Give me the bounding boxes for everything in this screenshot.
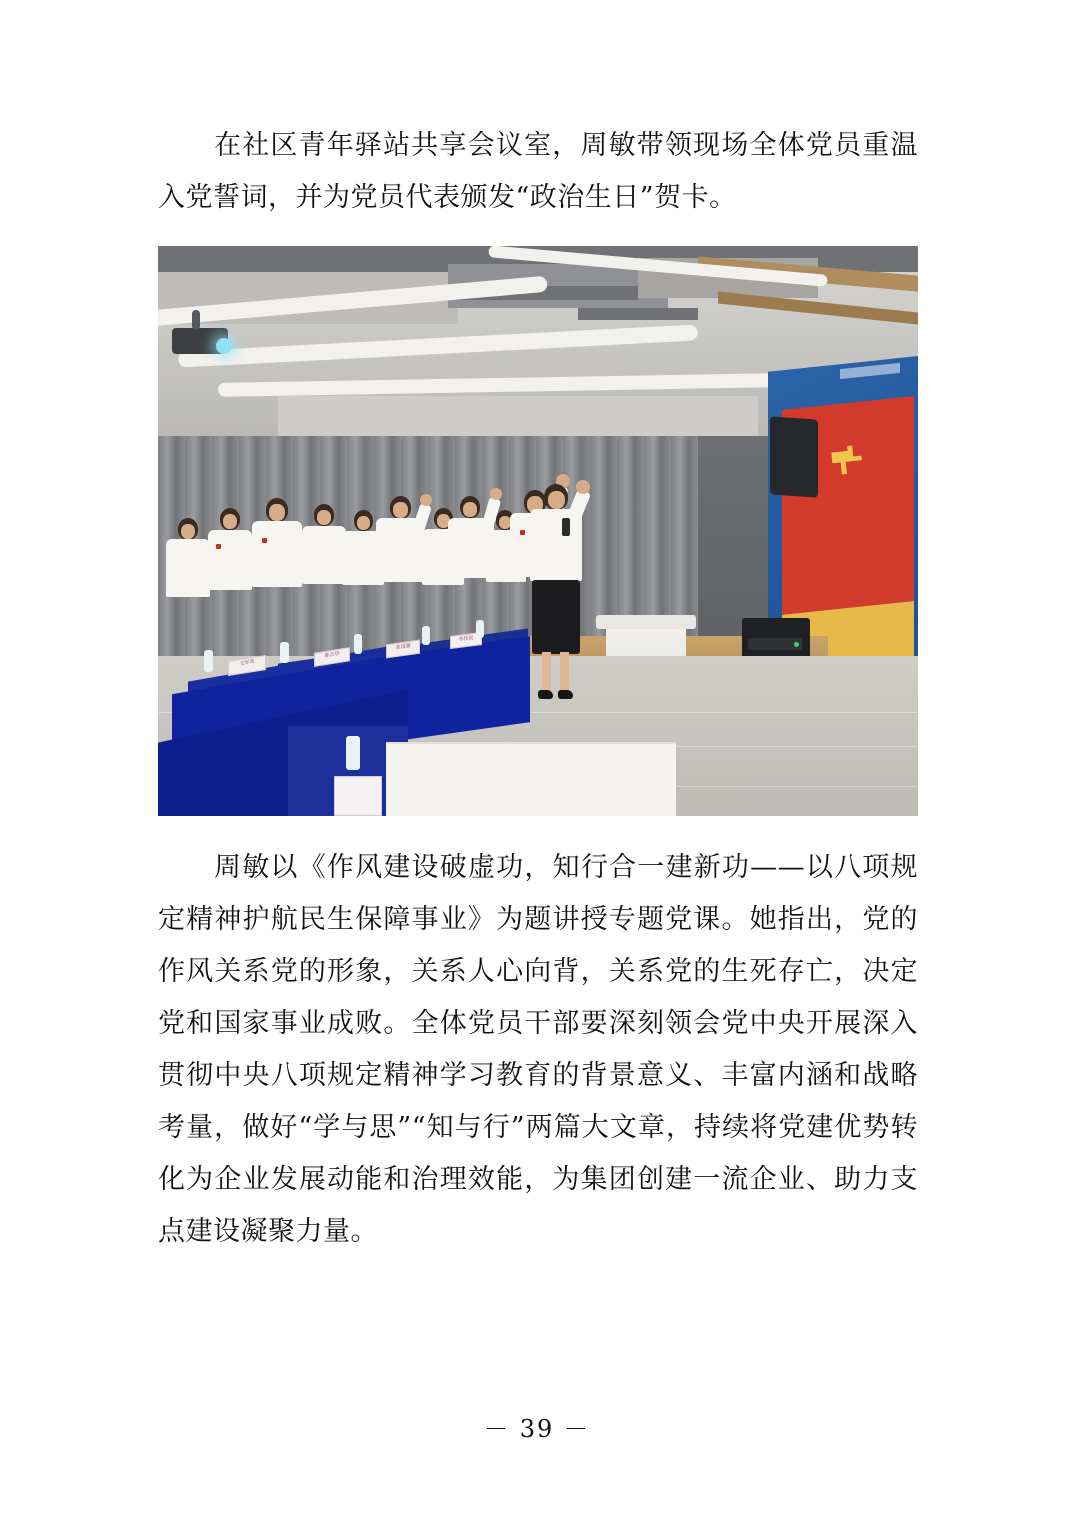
nameplate: 陈志华 [314,647,350,667]
nameplate: 李伟民 [450,632,482,649]
tent-card [334,776,382,816]
water-bottle [280,642,289,663]
foreground-table [386,742,676,816]
ceiling-soffit [278,396,758,436]
photo-scene [158,246,918,816]
paragraph-2: 周敏以《作风建设破虚功，知行合一建新功——以八项规定精神护航民生保障事业》为题讲授专题党课。她指出，党的作风关系党的形象，关系人心向背，关系党的生死存亡，决定党和国家事业成败。全体党员干部要深刻领会党中央开展深入贯彻中央八项规定精神学习教育的背景意义、丰富内涵和战略考量，做好“学与思”“知与行”两篇大文章，持续将党建优势转化为企业发展动能和治理效能，为集团创建一流企业、助力支点建设凝聚力量。 [158,852,918,1247]
rack-indicator-led [794,642,799,647]
nameplate: 张国强 [386,640,420,659]
projector-lens-icon [216,338,232,354]
water-bottle [354,634,362,654]
meeting-photo [158,246,918,816]
projector-mount [192,310,200,330]
podium-top [596,615,696,629]
water-bottle [476,620,484,638]
loudspeaker [770,416,818,497]
paragraph-1: 在社区青年驿站共享会议室，周敏带领现场全体党员重温入党誓词，并为党员代表颁发“政治生日”贺卡。 [158,130,918,213]
nameplate: 文军英 [228,655,266,676]
water-bottle [204,650,213,672]
water-bottle [346,736,360,770]
page-content [158,120,918,1258]
ceiling-vent [578,308,698,320]
water-bottle [422,626,430,645]
page-number: － 39 － [484,1415,590,1443]
